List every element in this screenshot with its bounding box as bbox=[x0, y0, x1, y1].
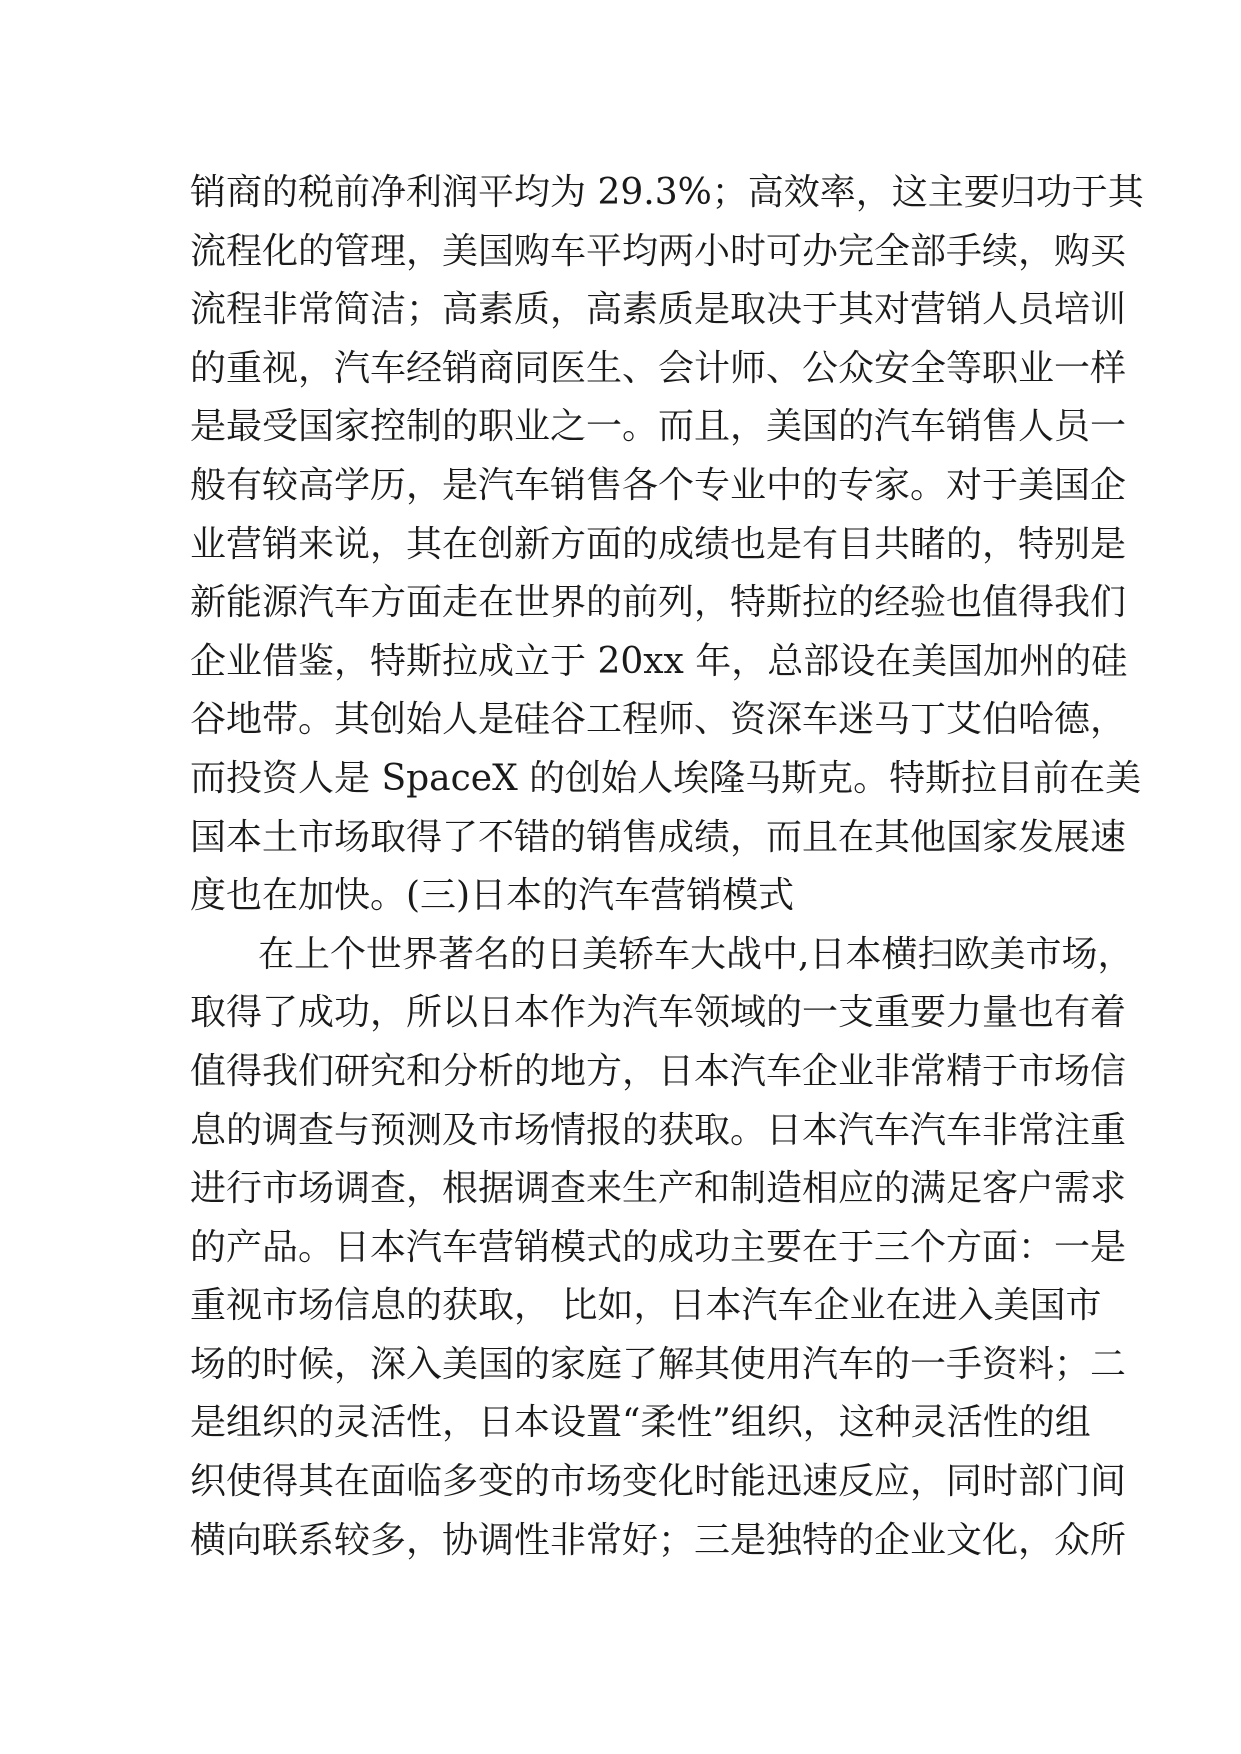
text-line: 横向联系较多，协调性非常好；三是独特的企业文化，众所 bbox=[190, 1519, 1127, 1561]
text-line: 场的时候，深入美国的家庭了解其使用汽车的一手资料；二 bbox=[190, 1343, 1127, 1385]
text-line: 国本土市场取得了不错的销售成绩，而且在其他国家发展速 bbox=[190, 816, 1127, 858]
text-line: 流程非常简洁；高素质，高素质是取决于其对营销人员培训 bbox=[190, 289, 1127, 331]
text-line: 业营销来说，其在创新方面的成绩也是有目共睹的，特别是 bbox=[190, 523, 1127, 565]
body-text bbox=[190, 164, 1144, 1570]
text-line: 企业借鉴，特斯拉成立于 20xx 年，总部设在美国加州的硅 bbox=[190, 640, 1128, 682]
text-line: 织使得其在面临多变的市场变化时能迅速反应，同时部门间 bbox=[190, 1461, 1127, 1503]
text-line: 销商的税前净利润平均为 29.3%；高效率，这主要归功于其 bbox=[190, 172, 1144, 213]
text-line: 而投资人是 SpaceX 的创始人埃隆马斯克。特斯拉目前在美 bbox=[190, 757, 1142, 799]
text-line: 是最受国家控制的职业之一。而且，美国的汽车销售人员一 bbox=[190, 406, 1127, 448]
text-line: 的产品。日本汽车营销模式的成功主要在于三个方面：一是 bbox=[190, 1226, 1127, 1268]
text-line: 新能源汽车方面走在世界的前列，特斯拉的经验也值得我们 bbox=[190, 582, 1127, 624]
text-line: 的重视，汽车经销商同医生、会计师、公众安全等职业一样 bbox=[190, 347, 1127, 389]
text-line: 息的调查与预测及市场情报的获取。日本汽车汽车非常注重 bbox=[190, 1109, 1127, 1151]
text-line: 取得了成功，所以日本作为汽车领域的一支重要力量也有着 bbox=[190, 992, 1127, 1034]
paragraph-first-line: 在上个世界著名的日美轿车大战中,日本横扫欧美市场， bbox=[258, 933, 1134, 975]
text-line: 重视市场信息的获取， 比如，日本汽车企业在进入美国市 bbox=[190, 1285, 1102, 1327]
text-line: 进行市场调查，根据调查来生产和制造相应的满足客户需求 bbox=[190, 1168, 1127, 1210]
text-line: 般有较高学历，是汽车销售各个专业中的专家。对于美国企 bbox=[190, 464, 1127, 506]
text-line: 值得我们研究和分析的地方，日本汽车企业非常精于市场信 bbox=[190, 1050, 1127, 1092]
section-heading-line: 度也在加快。(三)日本的汽车营销模式 bbox=[190, 875, 795, 917]
text-line: 流程化的管理，美国购车平均两小时可办完全部手续，购买 bbox=[190, 230, 1127, 272]
text-line: 是组织的灵活性，日本设置“柔性”组织，这种灵活性的组 bbox=[190, 1402, 1091, 1444]
text-line: 谷地带。其创始人是硅谷工程师、资深车迷马丁艾伯哈德， bbox=[190, 699, 1127, 741]
